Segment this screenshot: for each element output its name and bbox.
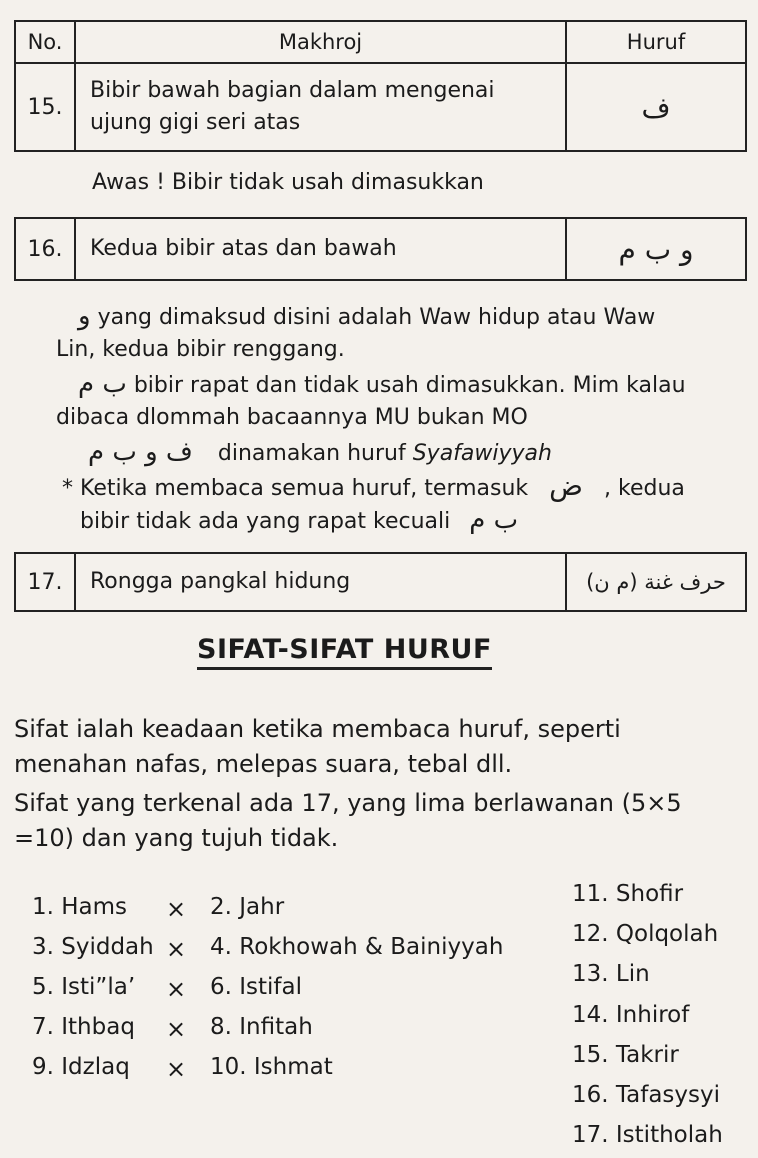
- bm-note-line2: dibaca dlommah bacaannya MU bukan MO: [56, 405, 528, 430]
- row-huruf: و ب م: [566, 218, 746, 280]
- table-header-row: [15, 21, 746, 63]
- header-huruf: Huruf: [566, 21, 746, 63]
- syafawi-text: dinamakan huruf: [217, 441, 406, 466]
- star-note-text2: bibir tidak ada yang rapat kecuali: [80, 509, 451, 534]
- syafawi-letters: ف و ب م: [88, 437, 193, 467]
- ba-mim-letters-2: ب م: [469, 505, 519, 535]
- waw-note-line2: Lin, kedua bibir renggang.: [56, 337, 345, 362]
- header-makhroj: Makhroj: [75, 21, 566, 63]
- paragraph-line: menahan nafas, melepas suara, tebal dll.: [14, 750, 513, 778]
- syafawi-line: [88, 436, 552, 470]
- star-note-line2: [80, 504, 518, 538]
- paragraph-line: Sifat ialah keadaan ketika membaca huruf, seperti: [14, 715, 621, 743]
- row-huruf: ف: [566, 63, 746, 151]
- sifat-item: 16. Tafasysyi: [572, 1082, 720, 1108]
- opposite-icon: ×: [166, 1055, 187, 1083]
- ba-mim-letters: ب م: [78, 369, 127, 399]
- opposite-icon: ×: [166, 1015, 187, 1043]
- row-makhroj: Kedua bibir atas dan bawah: [75, 218, 566, 280]
- sifat-item: 15. Takrir: [572, 1042, 679, 1068]
- section-title: SIFAT-SIFAT HURUF: [197, 634, 492, 670]
- opposite-icon: ×: [166, 895, 187, 923]
- header-no: No.: [15, 21, 75, 63]
- dhod-letter: ض: [549, 469, 584, 502]
- makhroj-table-top: [14, 20, 747, 152]
- row-huruf: حرف غنة (م ن): [566, 553, 746, 611]
- paragraph-line: Sifat yang terkenal ada 17, yang lima berlawanan (5×5: [14, 789, 682, 817]
- row-number: 17.: [15, 553, 75, 611]
- waw-note-line1: [78, 300, 655, 334]
- sifat-item: 12. Qolqolah: [572, 921, 719, 947]
- bm-note-text: bibir rapat dan tidak usah dimasukkan. Mim kalau: [133, 373, 686, 398]
- syafawi-term: Syafawiyyah: [412, 441, 552, 466]
- star-note-line1: [62, 470, 685, 505]
- sifat-item: 7. Ithbaq: [32, 1014, 135, 1040]
- star-note-text: * Ketika membaca semua huruf, termasuk: [62, 476, 529, 501]
- row-makhroj: [75, 63, 566, 151]
- table-row: [15, 63, 746, 151]
- makhroj-table-17: [14, 552, 747, 612]
- opposite-icon: ×: [166, 935, 187, 963]
- opposite-icon: ×: [166, 975, 187, 1003]
- makhroj-line: Bibir bawah bagian dalam mengenai: [90, 78, 495, 103]
- row-number: 15.: [15, 63, 75, 151]
- note-15: Awas ! Bibir tidak usah dimasukkan: [92, 170, 484, 195]
- paragraph-line: =10) dan yang tujuh tidak.: [14, 824, 339, 852]
- star-note-text-end: , kedua: [604, 476, 685, 501]
- sifat-item: 5. Isti”la’: [32, 974, 136, 1000]
- sifat-item: 9. Idzlaq: [32, 1054, 130, 1080]
- bm-note-line1: [78, 368, 686, 402]
- row-number: 16.: [15, 218, 75, 280]
- makhroj-table-16: [14, 217, 747, 281]
- sifat-item: 2. Jahr: [210, 894, 285, 920]
- sifat-item: 11. Shofir: [572, 881, 684, 907]
- table-row: [15, 218, 746, 280]
- sifat-item: 13. Lin: [572, 961, 650, 987]
- sifat-item: 8. Infitah: [210, 1014, 313, 1040]
- sifat-item: 14. Inhirof: [572, 1002, 690, 1028]
- table-row: [15, 553, 746, 611]
- sifat-item: 6. Istifal: [210, 974, 303, 1000]
- sifat-item: 10. Ishmat: [210, 1054, 333, 1080]
- makhroj-line: ujung gigi seri atas: [90, 110, 301, 135]
- waw-letter: و: [78, 301, 91, 331]
- sifat-item: 3. Syiddah: [32, 934, 154, 960]
- sifat-item: 17. Istitholah: [572, 1122, 723, 1148]
- row-makhroj: Rongga pangkal hidung: [75, 553, 566, 611]
- sifat-item: 4. Rokhowah & Bainiyyah: [210, 934, 504, 960]
- sifat-item: 1. Hams: [32, 894, 128, 920]
- waw-note-text: yang dimaksud disini adalah Waw hidup atau Waw: [97, 305, 656, 330]
